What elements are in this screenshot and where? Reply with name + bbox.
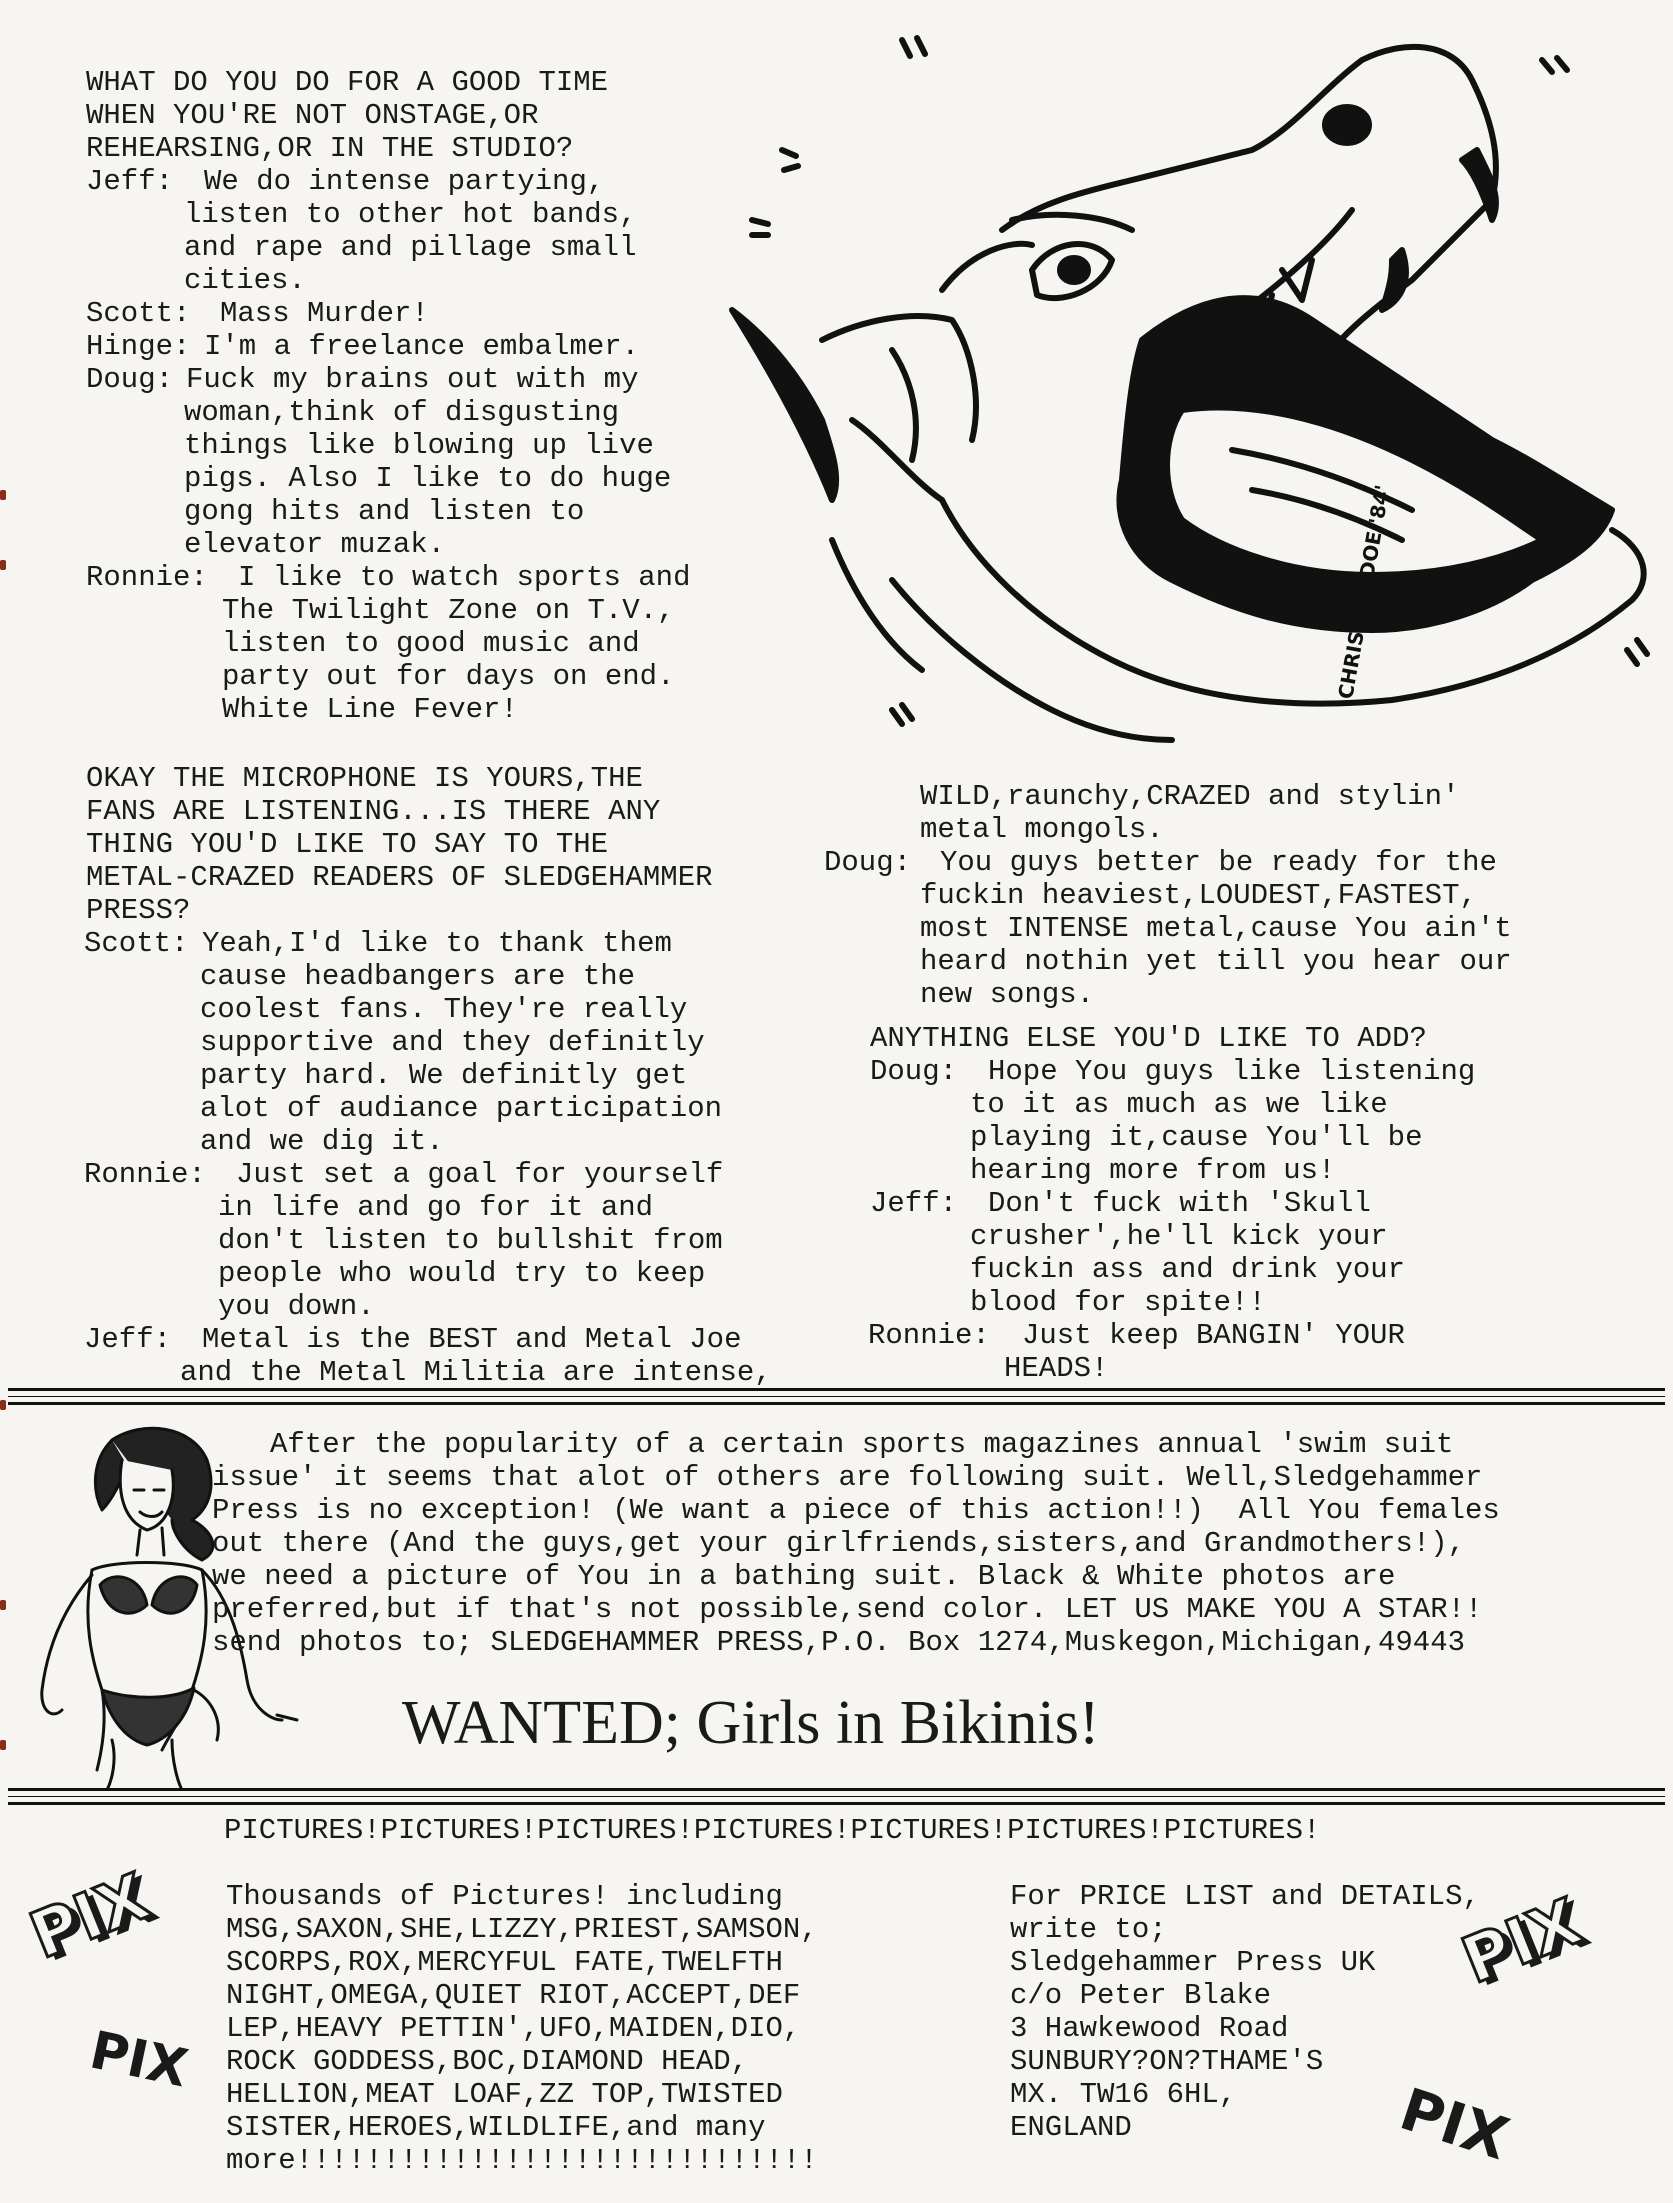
- answer-line: listen to good music and: [222, 627, 640, 660]
- question-1: [86, 66, 786, 165]
- binding-mark: [0, 560, 6, 570]
- answer-line: woman,think of disgusting: [184, 396, 620, 429]
- question-line: PRESS?: [86, 894, 191, 927]
- ad-line: Press is no exception! (We want a piece of this action!!) All You females: [212, 1494, 1500, 1527]
- question-line: WHEN YOU'RE NOT ONSTAGE,OR: [86, 99, 539, 132]
- answer-line: party hard. We definitly get: [200, 1059, 688, 1092]
- answer-line: fuckin ass and drink your: [970, 1253, 1406, 1286]
- divider: [8, 1388, 1665, 1391]
- divider: [8, 1402, 1665, 1405]
- answer-line: Metal is the BEST and Metal Joe: [202, 1323, 742, 1356]
- speaker-label: Scott:: [86, 297, 191, 330]
- question-line: REHEARSING,OR IN THE STUDIO?: [86, 132, 574, 165]
- address-line: c/o Peter Blake: [1010, 1979, 1272, 2012]
- answer-line: We do intense partying,: [204, 165, 605, 198]
- question-line: METAL-CRAZED READERS OF SLEDGEHAMMER: [86, 861, 713, 894]
- illustration-signature: CHRIS CORDOE '84': [1333, 482, 1395, 701]
- divider: [8, 1788, 1665, 1791]
- question-3: ANYTHING ELSE YOU'D LIKE TO ADD?: [870, 1022, 1427, 1055]
- answer-line: The Twilight Zone on T.V.,: [222, 594, 675, 627]
- ad-line: we need a picture of You in a bathing suit. Black & White photos are: [212, 1560, 1396, 1593]
- question-line: WHAT DO YOU DO FOR A GOOD TIME: [86, 66, 609, 99]
- answer-line: alot of audiance participation: [200, 1092, 723, 1125]
- answer-line: party out for days on end.: [222, 660, 675, 693]
- divider: [8, 1802, 1665, 1805]
- ad-line: send photos to; SLEDGEHAMMER PRESS,P.O. Box 1274,Muskegon,Michigan,49443: [212, 1626, 1466, 1659]
- ad-line: preferred,but if that's not possible,send color. LET US MAKE YOU A STAR!!: [212, 1593, 1483, 1626]
- answer-line: Hope You guys like listening: [988, 1055, 1476, 1088]
- binding-mark: [0, 1400, 6, 1410]
- answer-line: metal mongols.: [920, 813, 1164, 846]
- speaker-label: Jeff:: [86, 165, 174, 198]
- answer-line: to it as much as we like: [970, 1088, 1388, 1121]
- ad-line: SISTER,HEROES,WILDLIFE,and many: [226, 2111, 766, 2144]
- answer-line: Yeah,I'd like to thank them: [202, 927, 672, 960]
- speaker-label: Doug:: [870, 1055, 958, 1088]
- ad-line: NIGHT,OMEGA,QUIET RIOT,ACCEPT,DEF: [226, 1979, 801, 2012]
- answer-line: don't listen to bullshit from: [218, 1224, 723, 1257]
- bikini-ad-text: [212, 1428, 1662, 1659]
- right-column: [820, 780, 1650, 1385]
- pix-ad-address: [1010, 1880, 1480, 2144]
- answer-line: gong hits and listen to: [184, 495, 585, 528]
- pix-logo: PIX: [20, 1860, 160, 1974]
- answer-line: Don't fuck with 'Skull: [988, 1187, 1371, 1220]
- pix-logo: PIX: [1452, 1885, 1592, 1999]
- divider: [8, 1396, 1665, 1397]
- address-line: write to;: [1010, 1913, 1167, 1946]
- question-2: [86, 762, 806, 927]
- answer-line: fuckin heaviest,LOUDEST,FASTEST,: [920, 879, 1477, 912]
- ad-line: After the popularity of a certain sports magazines annual 'swim suit: [270, 1428, 1454, 1461]
- answer-line: listen to other hot bands,: [184, 198, 637, 231]
- answers-q1: [86, 165, 806, 725]
- speaker-label: Ronnie:: [868, 1319, 990, 1352]
- ad-line: HELLION,MEAT LOAF,ZZ TOP,TWISTED: [226, 2078, 783, 2111]
- speaker-label: Hinge:: [86, 330, 191, 363]
- speaker-label: Ronnie:: [86, 561, 208, 594]
- pix-logo: PIX: [1392, 2074, 1517, 2174]
- binding-mark: [0, 1740, 6, 1750]
- ad-line: ROCK GODDESS,BOC,DIAMOND HEAD,: [226, 2045, 749, 2078]
- ad-line: MSG,SAXON,SHE,LIZZY,PRIEST,SAMSON,: [226, 1913, 818, 1946]
- speaker-label: Ronnie:: [84, 1158, 206, 1191]
- question-line: FANS ARE LISTENING...IS THERE ANY: [86, 795, 661, 828]
- answer-line: and rape and pillage small: [184, 231, 637, 264]
- answer-line: and we dig it.: [200, 1125, 444, 1158]
- answer-line: coolest fans. They're really: [200, 993, 688, 1026]
- answer-line: Just set a goal for yourself: [236, 1158, 724, 1191]
- answers-q2: [84, 927, 804, 1387]
- pix-ad-bands: [226, 1880, 926, 2177]
- answer-line: Fuck my brains out with my: [186, 363, 639, 396]
- answer-line: pigs. Also I like to do huge: [184, 462, 672, 495]
- answer-line: people who would try to keep: [218, 1257, 706, 1290]
- ad-line: out there (And the guys,get your girlfriends,sisters,and Grandmothers!),: [212, 1527, 1466, 1560]
- answer-line: I like to watch sports and: [238, 561, 691, 594]
- answer-line: playing it,cause You'll be: [970, 1121, 1423, 1154]
- ad-line: more!!!!!!!!!!!!!!!!!!!!!!!!!!!!!!: [226, 2144, 818, 2177]
- answer-line: cause headbangers are the: [200, 960, 636, 993]
- speaker-label: Jeff:: [84, 1323, 172, 1356]
- divider: [8, 1796, 1665, 1797]
- answer-line: cities.: [184, 264, 306, 297]
- answer-line: in life and go for it and: [218, 1191, 654, 1224]
- answer-line: WILD,raunchy,CRAZED and stylin': [920, 780, 1460, 813]
- pix-logo: PIX: [84, 2020, 193, 2100]
- question-line: THING YOU'D LIKE TO SAY TO THE: [86, 828, 609, 861]
- answer-line: new songs.: [920, 978, 1095, 1011]
- creature-illustration: [712, 20, 1657, 780]
- wanted-headline: WANTED; Girls in Bikinis!: [402, 1689, 1100, 1757]
- open-mouthed-creature-head-drawing: [712, 20, 1657, 780]
- address-line: ENGLAND: [1010, 2111, 1132, 2144]
- address-line: Sledgehammer Press UK: [1010, 1946, 1376, 1979]
- ad-line: Thousands of Pictures! including: [226, 1880, 783, 1913]
- answer-line: supportive and they definitly: [200, 1026, 705, 1059]
- answer-line: you down.: [218, 1290, 375, 1323]
- answer-line: heard nothin yet till you hear our: [920, 945, 1512, 978]
- answer-line: You guys better be ready for the: [940, 846, 1497, 879]
- question-line: OKAY THE MICROPHONE IS YOURS,THE: [86, 762, 643, 795]
- answer-line: crusher',he'll kick your: [970, 1220, 1388, 1253]
- address-line: MX. TW16 6HL,: [1010, 2078, 1237, 2111]
- speaker-label: Scott:: [84, 927, 189, 960]
- answer-line: blood for spite!!: [970, 1286, 1266, 1319]
- answer-line: and the Metal Militia are intense,: [180, 1356, 772, 1389]
- address-line: For PRICE LIST and DETAILS,: [1010, 1880, 1480, 1913]
- answer-line: Mass Murder!: [220, 297, 429, 330]
- pictures-banner: PICTURES!PICTURES!PICTURES!PICTURES!PICTURES!PICTURES!PICTURES!: [224, 1814, 1321, 1847]
- answer-line: things like blowing up live: [184, 429, 654, 462]
- speaker-label: Jeff:: [870, 1187, 958, 1220]
- speaker-label: Doug:: [824, 846, 912, 879]
- answer-line: I'm a freelance embalmer.: [204, 330, 640, 363]
- address-line: SUNBURY?ON?THAME'S: [1010, 2045, 1324, 2078]
- answer-line: Just keep BANGIN' YOUR: [1022, 1319, 1405, 1352]
- answer-line: White Line Fever!: [222, 693, 518, 726]
- ad-line: issue' it seems that alot of others are following suit. Well,Sledgehammer: [212, 1461, 1483, 1494]
- speaker-label: Doug:: [86, 363, 174, 396]
- answer-line: most INTENSE metal,cause You ain't: [920, 912, 1512, 945]
- answer-line: elevator muzak.: [184, 528, 446, 561]
- binding-mark: [0, 490, 6, 500]
- address-line: 3 Hawkewood Road: [1010, 2012, 1289, 2045]
- ad-line: LEP,HEAVY PETTIN',UFO,MAIDEN,DIO,: [226, 2012, 801, 2045]
- answer-line: HEADS!: [1004, 1352, 1109, 1385]
- answer-line: hearing more from us!: [970, 1154, 1336, 1187]
- binding-mark: [0, 1600, 6, 1610]
- ad-line: SCORPS,ROX,MERCYFUL FATE,TWELFTH: [226, 1946, 783, 1979]
